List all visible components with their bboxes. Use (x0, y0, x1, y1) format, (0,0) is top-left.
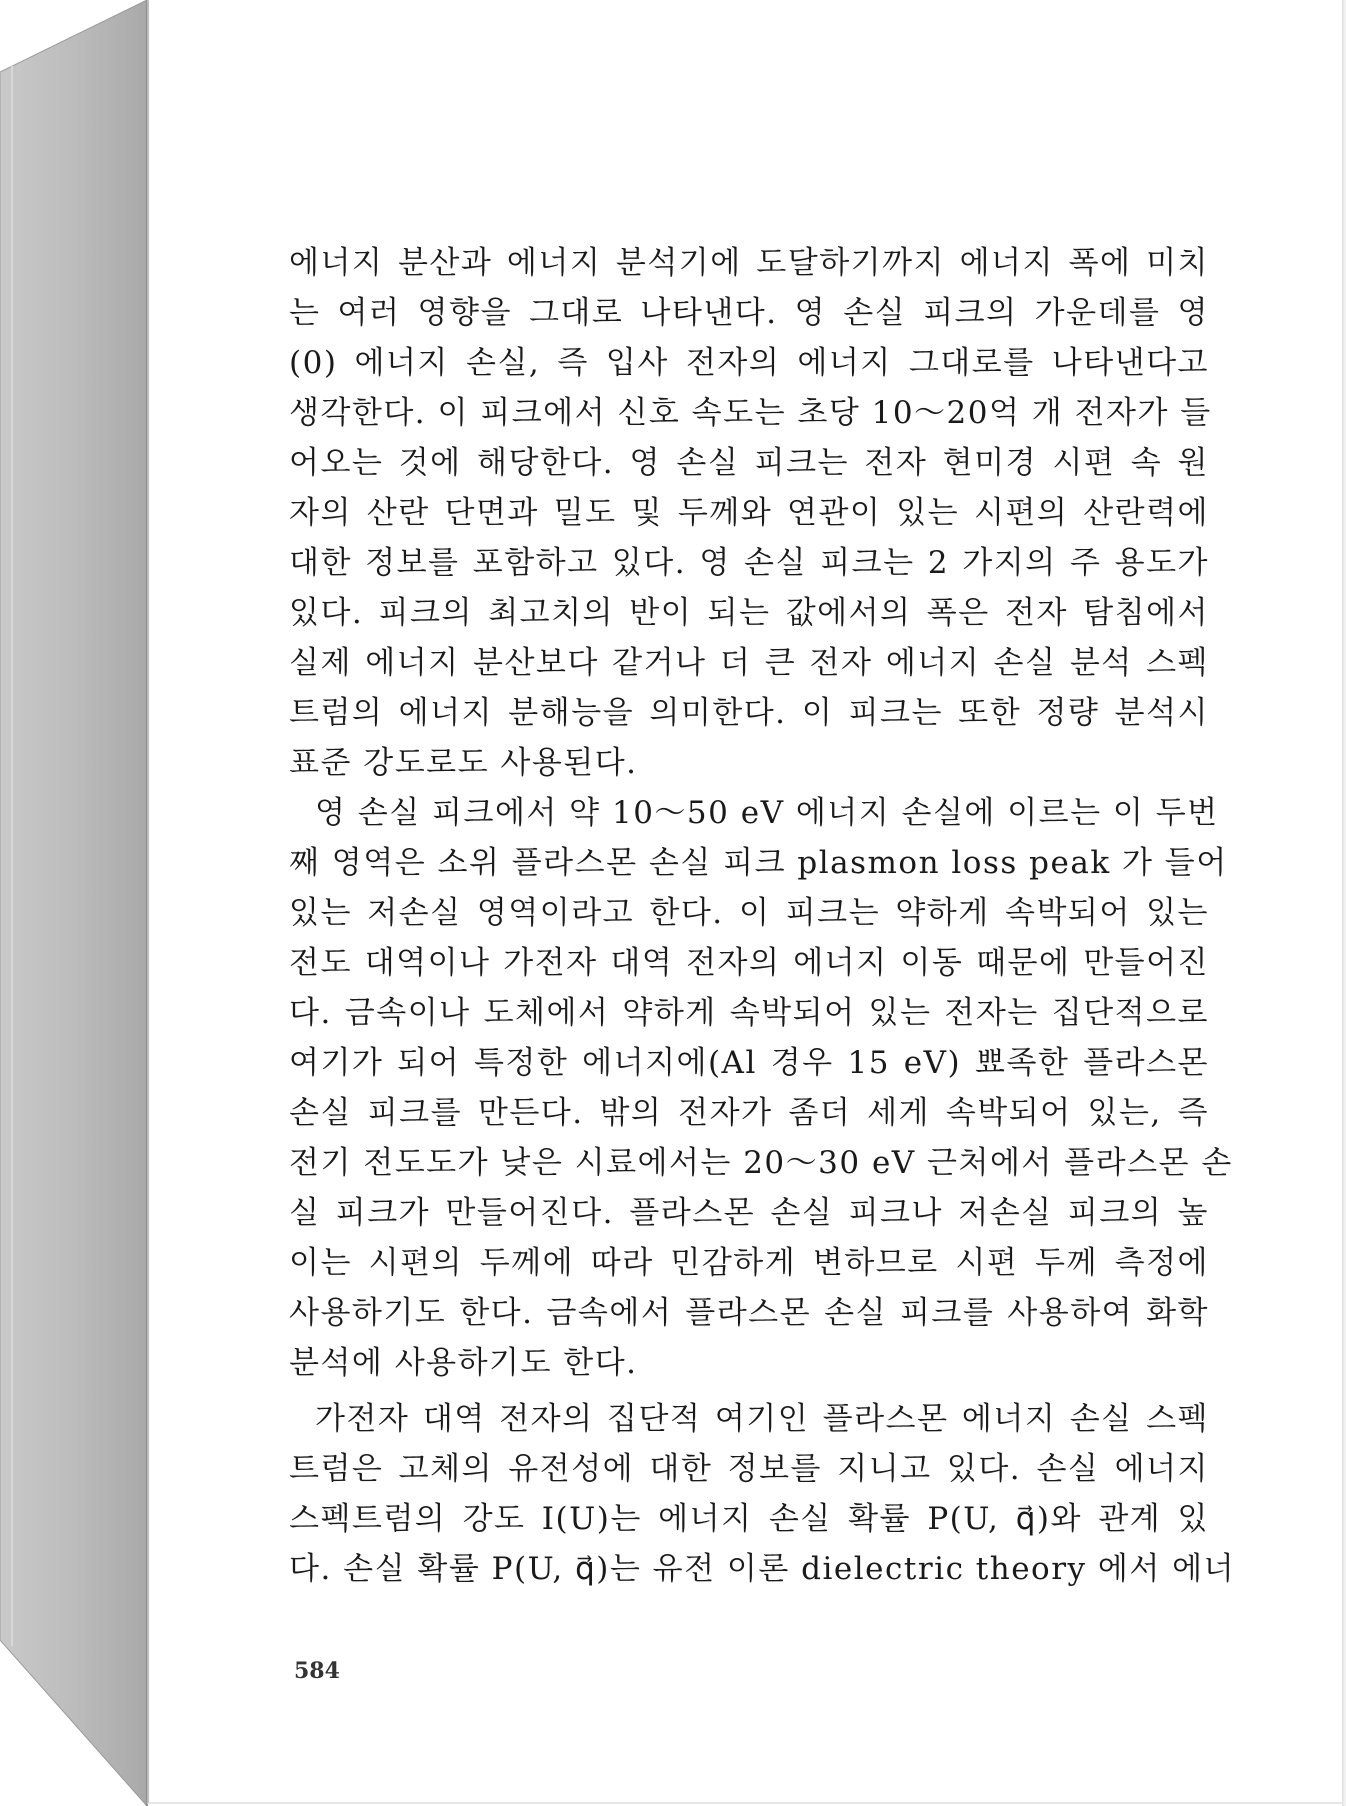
text-line: 여기가 되어 특정한 에너지에(Al 경우 15 eV) 뾰족한 플라스몬 (289, 1045, 1209, 1081)
text-line: 실 피크가 만들어진다. 플라스몬 손실 피크나 저손실 피크의 높 (289, 1195, 1209, 1231)
text-line: 는 여러 영향을 그대로 나타낸다. 영 손실 피크의 가운데를 영 (289, 295, 1209, 331)
text-line: 표준 강도로도 사용된다. (289, 745, 638, 781)
text-line: 생각한다. 이 피크에서 신호 속도는 초당 10～20억 개 전자가 들 (289, 395, 1212, 431)
text-line: 전도 대역이나 가전자 대역 전자의 에너지 이동 때문에 만들어진 (289, 945, 1209, 981)
text-line: 분석에 사용하기도 한다. (289, 1345, 638, 1381)
paragraph (289, 788, 1233, 1388)
text-line: 자의 산란 단면과 밀도 및 두께와 연관이 있는 시편의 산란력에 (289, 495, 1209, 531)
text-line: 실제 에너지 분산보다 같거나 더 큰 전자 에너지 손실 분석 스펙 (289, 645, 1209, 681)
paragraph (289, 1394, 1236, 1594)
page-number: 584 (294, 1658, 340, 1684)
text-line: 사용하기도 한다. 금속에서 플라스몬 손실 피크를 사용하여 화학 (289, 1295, 1209, 1331)
text-line: 스펙트럼의 강도 I(U)는 에너지 손실 확률 P(U, q⃗)와 관계 있 (289, 1501, 1209, 1537)
text-line: 에너지 분산과 에너지 분석기에 도달하기까지 에너지 폭에 미치 (289, 245, 1209, 281)
text-line: 있는 저손실 영역이라고 한다. 이 피크는 약하게 속박되어 있는 (289, 895, 1209, 931)
paragraph (289, 238, 1212, 788)
page-edge (1342, 0, 1346, 1806)
text-line: 가전자 대역 전자의 집단적 여기인 플라스몬 에너지 손실 스펙 (315, 1401, 1209, 1437)
text-line: 다. 금속이나 도체에서 약하게 속박되어 있는 전자는 집단적으로 (289, 995, 1209, 1031)
text-line: 있다. 피크의 최고치의 반이 되는 값에서의 폭은 전자 탐침에서 (289, 595, 1209, 631)
body-text (289, 238, 1236, 1594)
text-line: 전기 전도도가 낮은 시료에서는 20～30 eV 근처에서 플라스몬 손 (289, 1145, 1233, 1181)
book-spine (0, 0, 150, 1806)
text-line: 대한 정보를 포함하고 있다. 영 손실 피크는 2 가지의 주 용도가 (289, 545, 1209, 581)
text-line: (0) 에너지 손실, 즉 입사 전자의 에너지 그대로를 나타낸다고 (289, 345, 1209, 381)
text-line: 트럼의 에너지 분해능을 의미한다. 이 피크는 또한 정량 분석시 (289, 695, 1209, 731)
text-line: 이는 시편의 두께에 따라 민감하게 변하므로 시편 두께 측정에 (289, 1245, 1209, 1281)
text-line: 영 손실 피크에서 약 10～50 eV 에너지 손실에 이르는 이 두번 (315, 795, 1219, 831)
book-page (147, 0, 1344, 1804)
text-line: 손실 피크를 만든다. 밖의 전자가 좀더 세게 속박되어 있는, 즉 (289, 1095, 1209, 1131)
text-line: 다. 손실 확률 P(U, q⃗)는 유전 이론 dielectric theory 에서 에너 (289, 1551, 1236, 1587)
text-line: 어오는 것에 해당한다. 영 손실 피크는 전자 현미경 시편 속 원 (289, 445, 1209, 481)
text-line: 트럼은 고체의 유전성에 대한 정보를 지니고 있다. 손실 에너지 (289, 1451, 1209, 1487)
text-line: 째 영역은 소위 플라스몬 손실 피크 plasmon loss peak 가 들어 (289, 845, 1228, 881)
